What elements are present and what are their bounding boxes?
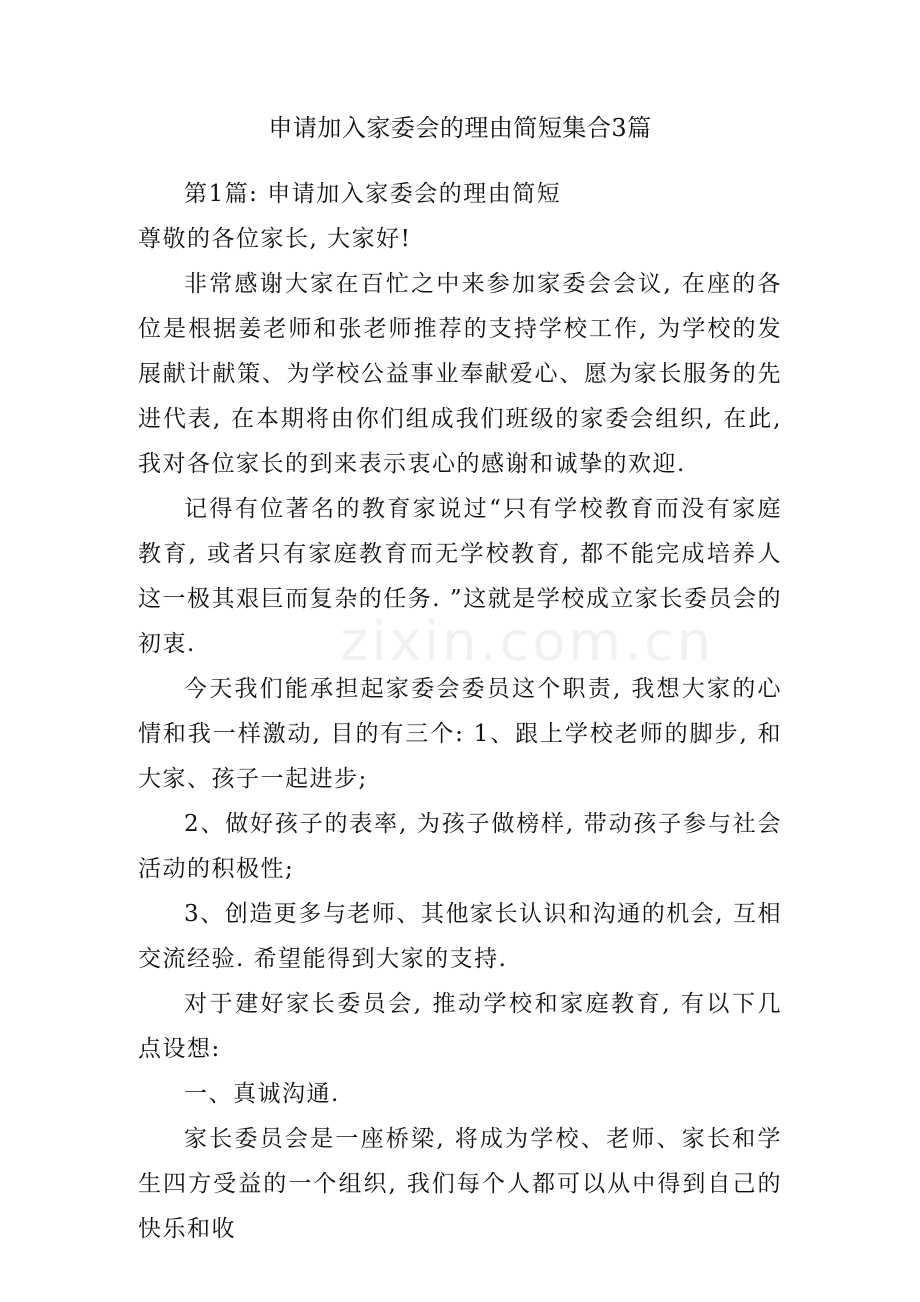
document-title: 申请加入家委会的理由简短集合3篇	[268, 114, 652, 142]
paragraph-1: 非常感谢大家在百忙之中来参加家委会会议, 在座的各位是根据姜老师和张老师推荐的支持学校工作, 为学校的发展献计献策、为学校公益事业奉献爱心、愿为家长服务的先进代表, 在本期将由你们组成我们班级的家委会组织, 在此, 我对各位家长的到来表示衷心的感谢和诚挚的欢迎.	[138, 271, 782, 477]
document-body	[138, 172, 782, 1252]
paragraph-4: 2、做好孩子的表率, 为孩子做榜样, 带动孩子参与社会活动的积极性;	[138, 811, 782, 882]
paragraph-5: 3、创造更多与老师、其他家长认识和沟通的机会, 互相交流经验. 希望能得到大家的支持.	[138, 901, 782, 972]
greeting: 尊敬的各位家长, 大家好!	[138, 226, 412, 252]
section-heading: 第1篇: 申请加入家委会的理由简短	[184, 181, 562, 207]
paragraph-3: 今天我们能承担起家委会委员这个职责, 我想大家的心情和我一样激动, 目的有三个: 1、跟上学校老师的脚步, 和大家、孩子一起进步;	[138, 676, 782, 792]
watermark: zixin.com.cn	[340, 610, 715, 673]
paragraph-7: 一、真诚沟通.	[184, 1081, 340, 1107]
paragraph-6: 对于建好家长委员会, 推动学校和家庭教育, 有以下几点设想:	[138, 991, 782, 1062]
paragraph-8: 家长委员会是一座桥梁, 将成为学校、老师、家长和学生四方受益的一个组织, 我们每个人都可以从中得到自己的快乐和收	[138, 1126, 782, 1242]
paragraph-2: 记得有位著名的教育家说过“只有学校教育而没有家庭教育, 或者只有家庭教育而无学校教育, 都不能完成培养人这一极其艰巨而复杂的任务. ”这就是学校成立家长委员会的初衷.	[138, 496, 782, 657]
